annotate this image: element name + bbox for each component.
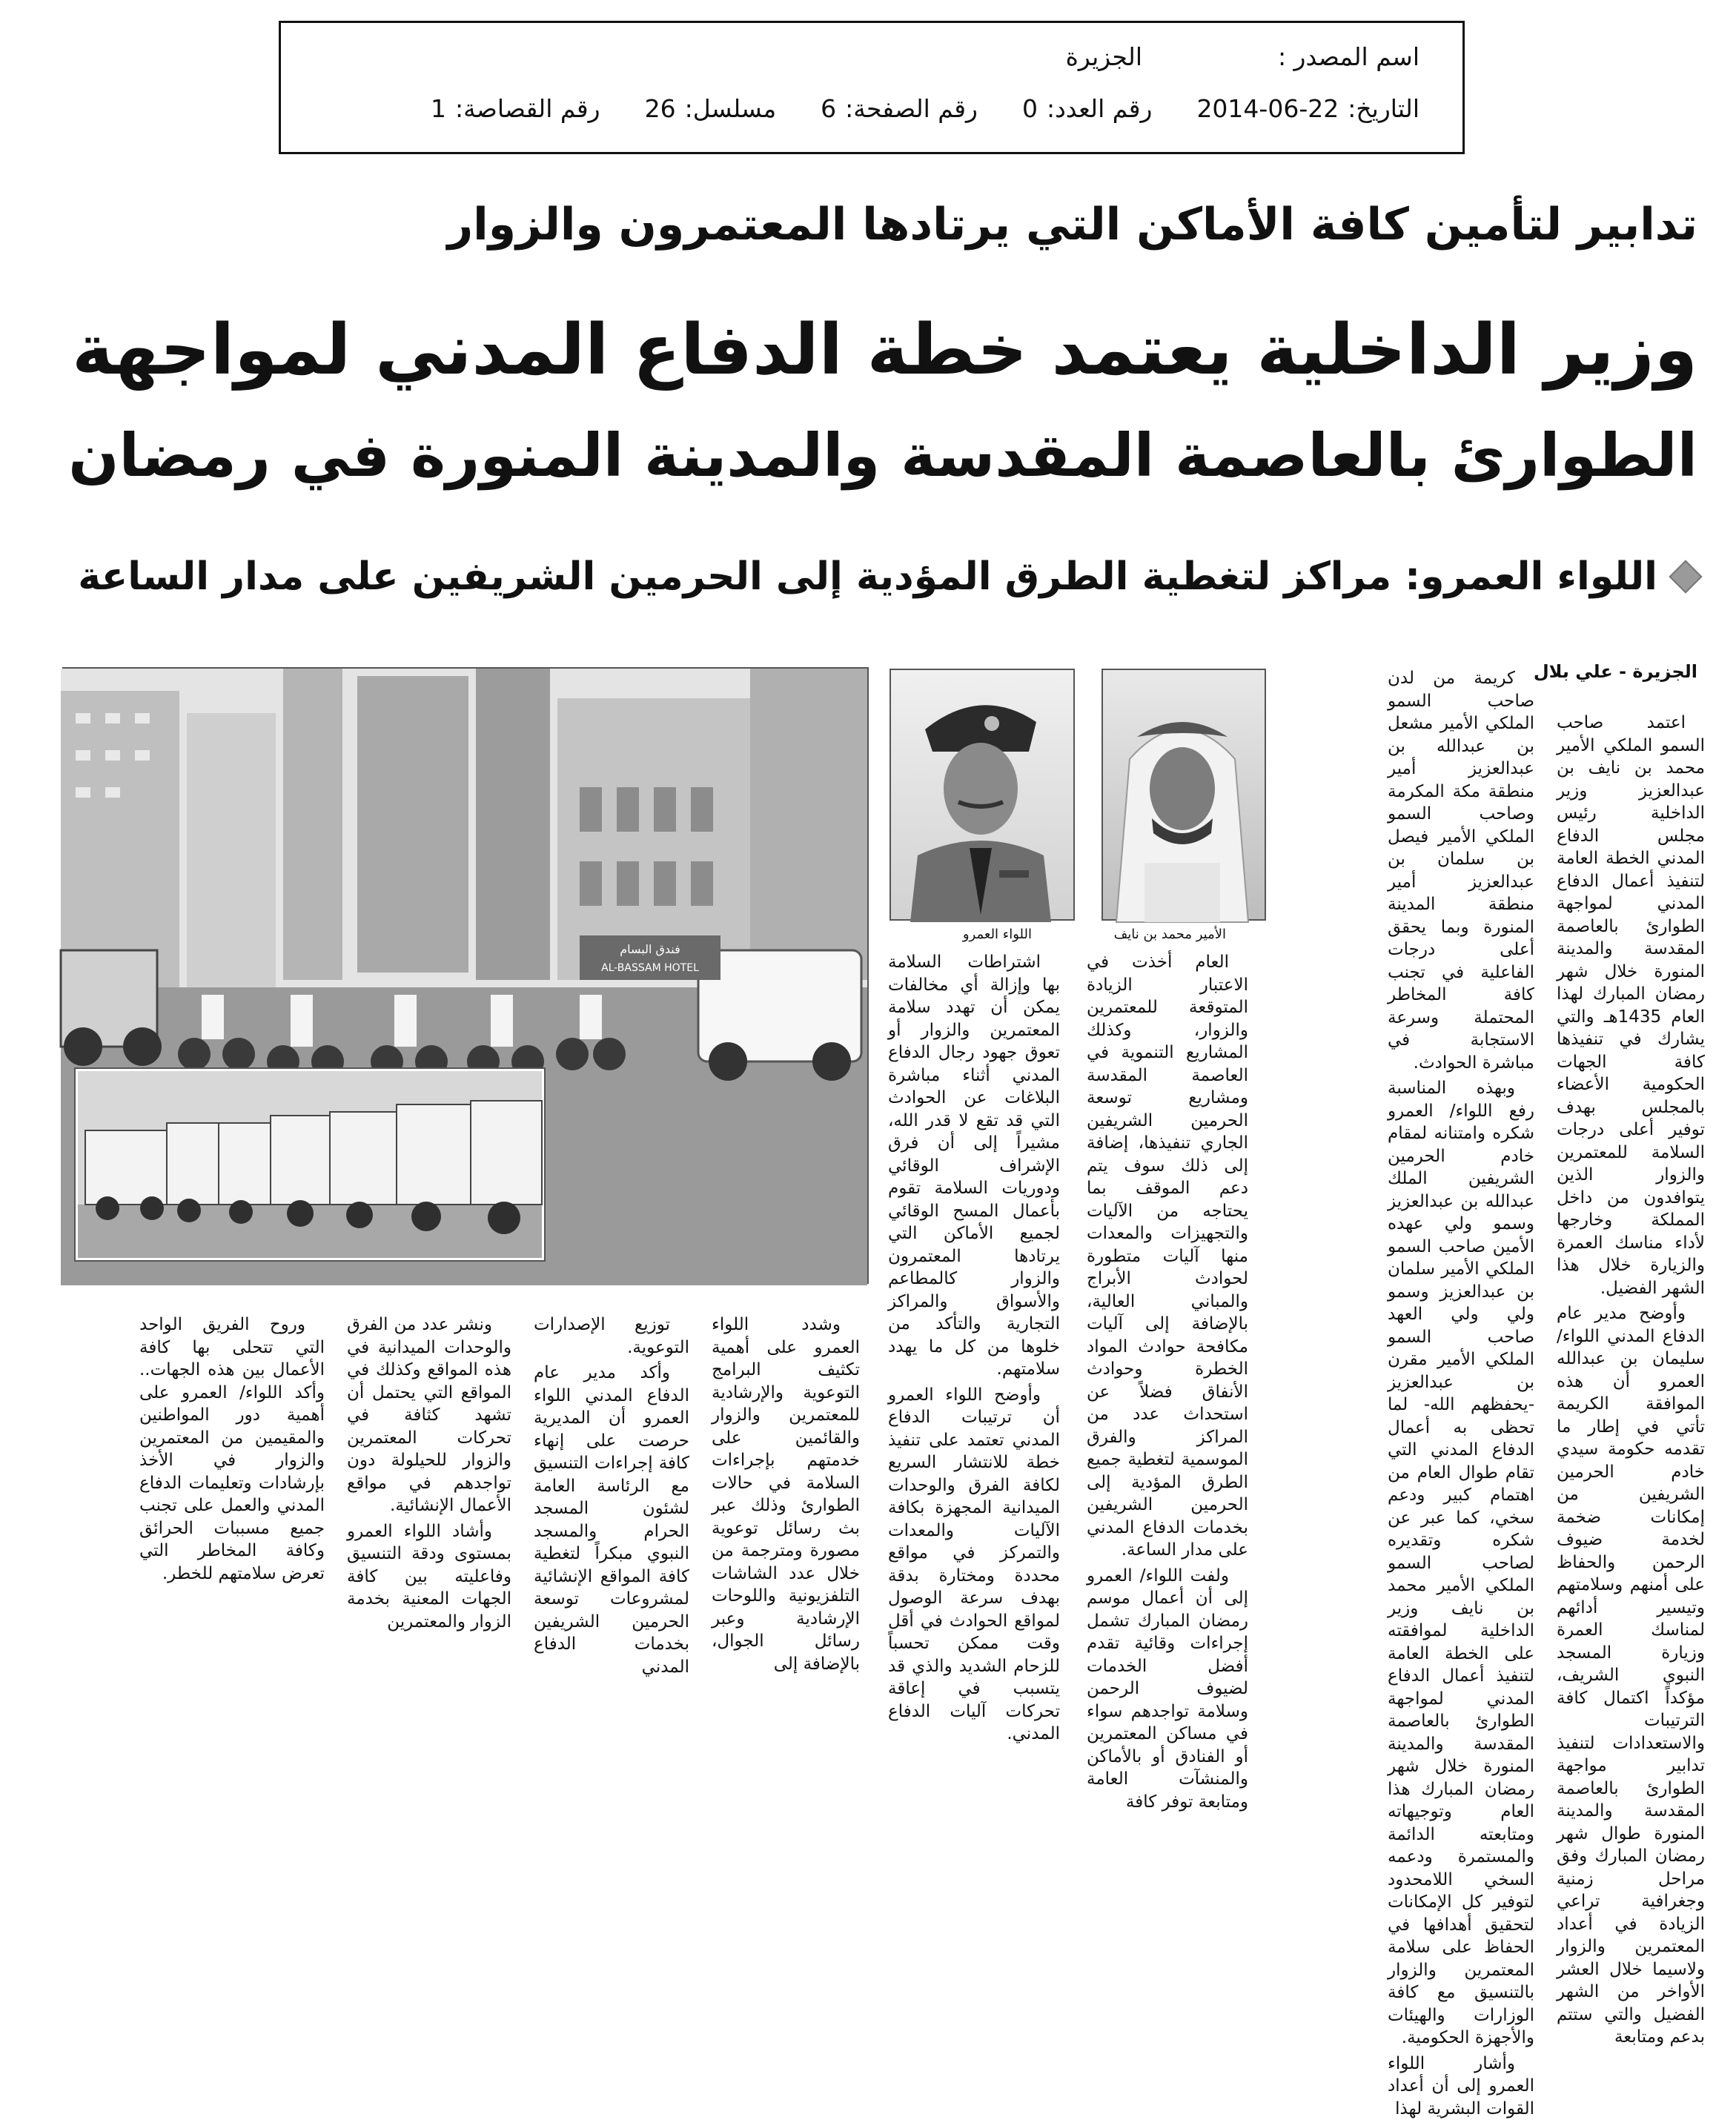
paragraph: كريمة من لدن صاحب السمو الملكي الأمير مشعل بن عبدالله بن عبدالعزيز أمير منطقة مكة المكرمة وصاحب السمو الملكي الأمير فيصل بن سلمان بن عبدالعزيز أمير منطقة المدينة المنورة وبما يحقق أعلى درجات الفاعلية في تجنب كافة المخاطر المحتملة وسرعة الاستجابة في مباشرة الحوادث. [1388,667,1534,1074]
clipping-meta-box [279,21,1465,154]
source-label: اسم المصدر : [1278,42,1419,71]
paragraph: وروح الفريق الواحد التي تتحلى بها كافة الأعمال بين هذه الجهات.. وأكد اللواء/ العمرو على أهمية دور المواطنين والمقيمين من المعتمرين والزوار في الأخذ بإرشادات وتعليمات الدفاع المدني والعمل على تجنب جميع مسببات الحرائق وكافة المخاطر التي تعرض سلامتهم للخطر. [139,1314,325,1585]
serial-value: 26 [645,94,676,123]
page-label: رقم الصفحة: [845,94,978,123]
text-column-7 [347,1314,511,1575]
issue-value: 0 [1022,94,1038,123]
caption-prince: الأمير محمد بن نايف [1114,927,1226,942]
byline: الجزيرة - علي بلال [1534,661,1697,682]
text-column-8 [139,1314,325,1575]
text-column-3 [1087,951,1248,1575]
serial-label: مسلسل: [685,94,777,123]
text-column-1 [1557,712,1705,1575]
paragraph: وشدد اللواء العمرو على أهمية تكثيف البرامج التوعوية والإرشادية للمعتمرين والزوار والقائمين على خدمتهم بإجراءات السلامة في حالات الطوارئ وذلك عبر بث رسائل توعوية مصورة ومترجمة من خلال عدد الشاشات التلفزيونية واللوحات الإرشادية وعبر رسائل الجوال، بالإضافة إلى [712,1314,860,1675]
clip-value: 1 [431,94,446,123]
text-column-2 [1388,667,1534,1575]
date-label: التاريخ: [1348,94,1419,123]
photo-general-al-amro [889,669,1075,921]
caption-general: اللواء العمرو [963,927,1032,942]
diamond-bullet-icon [1669,560,1702,593]
paragraph: توزيع الإصدارات التوعوية. [534,1314,689,1359]
paragraph: العام أخذت في الاعتبار الزيادة المتوقعة للمعتمرين والزوار، وكذلك المشاريع التنموية في العاصمة المقدسة ومشاريع توسعة الحرمين الشريفين الجاري تنفيذها، إضافة إلى ذلك سوف يتم دعم الموقف بما يحتاجه من الآليات والتجهيزات والمعدات منها آليات متطورة لحوادث الأبراج والمباني العالية، بالإضافة إلى آليات مكافحة حوادث المواد الخطرة وحوادث الأنفاق فضلاً عن استحداث عدد من المراكز والفرق الموسمية لتغطية جميع الطرق المؤدية إلى الحرمين الشريفين بخدمات الدفاع المدني على مدار الساعة. [1087,951,1248,1562]
paragraph: ونشر عدد من الفرق والوحدات الميدانية في هذه المواقع وكذلك في المواقع التي يحتمل أن تشهد كثافة في تحركات المعتمرين والزوار للحيلولة دون تواجدهم في مواقع الأعمال الإنشائية. [347,1314,511,1517]
paragraph: وبهذه المناسبة رفع اللواء/ العمرو شكره وامتنانه لمقام خادم الحرمين الشريفين الملك عبدالله بن عبدالعزيز وسمو ولي عهده الأمين صاحب السمو الملكي الأمير سلمان بن عبدالعزيز وسمو ولي ولي العهد صاحب السمو الملكي الأمير مقرن بن عبدالعزيز -يحفظهم الله- لما تحظى به أعمال الدفاع المدني التي تقام طوال العام من اهتمام كبير ودعم سخي، كما عبر عن شكره وتقديره لصاحب السمو الملكي الأمير محمد بن نايف وزير الداخلية لموافقته على الخطة العامة لتنفيذ أعمال الدفاع المدني لمواجهة الطوارئ بالعاصمة المقدسة والمدينة المنورة خلال شهر رمضان المبارك هذا العام وتوجيهاته ومتابعته الدائمة والمستمرة ودعمه السخي اللامحدود لتوفير كل الإمكانات لتحقيق أهدافها في الحفاظ على سلامة المعتمرين والزوار بالتنسيق مع كافة الوزارات والهيئات والأجهزة الحكومية. [1388,1077,1534,2050]
meta-details-row [431,94,1419,123]
portrait-icon [888,670,1073,922]
paragraph: وأشاد اللواء العمرو بمستوى ودقة التنسيق وفاعليته بين كافة الجهات المعنية بخدمة الزوار والمعتمرين [347,1520,511,1634]
issue-field [1022,94,1152,123]
source-value: الجزيرة [1066,42,1142,71]
date-value: 2014-06-22 [1196,94,1339,123]
paragraph: وأشار اللواء العمرو إلى أن أعداد القوات البشرية لهذا [1388,2053,1534,2120]
subheadline-text: اللواء العمرو: مراكز لتغطية الطرق المؤدية إلى الحرمين الشريفين على مدار الساعة [78,554,1657,599]
paragraph: اشتراطات السلامة بها وإزالة أي مخالفات يمكن أن تهدد سلامة المعتمرين والزوار أو تعوق جهود رجال الدفاع المدني أثناء مباشرة البلاغات عن الحوادث التي قد تقع لا قدر الله، مشيراً إلى أن فرق الإشراف الوقائي ودوريات السلامة تقوم بأعمال المسح الوقائي لجميع الأماكن التي يرتادها المعتمرون والزوار كالمطاعم والأسواق والمراكز التجارية والتأكد من خلوها من كل ما يهدد سلامتهم. [888,951,1060,1381]
issue-label: رقم العدد: [1047,94,1152,123]
photo-fire-trucks-inset [76,1069,544,1260]
article-kicker: تدابير لتأمين كافة الأماكن التي يرتادها المعتمرون والزوار [448,199,1697,251]
page-field [821,94,978,123]
paragraph: وأكد مدير عام الدفاع المدني اللواء العمرو أن المديرية حرصت على إنهاء كافة إجراءات التنسيق مع الرئاسة العامة لشئون المسجد الحرام والمسجد النبوي مبكراً لتغطية كافة المواقع الإنشائية لمشروعات توسعة الحرمين الشريفين بخدمات الدفاع المدني [534,1362,689,1678]
headline-line-2: الطوارئ بالعاصمة المقدسة والمدينة المنورة في رمضان [68,421,1697,490]
text-column-6 [534,1314,689,1575]
subheadline [78,554,1697,599]
portrait-icon [1100,670,1265,922]
text-column-5 [712,1314,860,1575]
hotel-sign-english: AL-BASSAM HOTEL [601,962,699,974]
photo-prince-mohammed-bin-nayef [1101,669,1266,921]
page-value: 6 [821,94,836,123]
hotel-sign-arabic: فندق البسام [620,942,680,956]
clip-field [431,94,600,123]
date-field [1196,94,1419,123]
paragraph: ولفت اللواء/ العمرو إلى أن أعمال موسم رمضان المبارك تشمل إجراءات وقائية تقدم أفضل الخدمات لضيوف الرحمن وسلامة تواجدهم سواء في مساكن المعتمرين أو الفنادق أو بالأماكن والمنشآت العامة ومتابعة توفر كافة [1087,1565,1248,1814]
headline-line-1: وزير الداخلية يعتمد خطة الدفاع المدني لمواجهة [72,310,1697,391]
paragraph: وأوضح اللواء العمرو أن ترتيبات الدفاع المدني تعتمد على تنفيذ خطة للانتشار السريع لكافة الفرق والوحدات الميدانية المجهزة بكافة الآليات والمعدات والتمركز في مواقع محددة ومختارة بدقة بهدف سرعة الوصول لمواقع الحوادث في أقل وقت ممكن تحسباً للزحام الشديد والذي قد يتسبب في إعاقة تحركات آليات الدفاع المدني. [888,1384,1060,1746]
serial-field [645,94,777,123]
fire-truck-fleet-icon [78,1071,542,1258]
paragraph: اعتمد صاحب السمو الملكي الأمير محمد بن نايف بن عبدالعزيز وزير الداخلية رئيس مجلس الدفاع المدني الخطة العامة لتنفيذ أعمال الدفاع المدني لمواجهة الطوارئ بالعاصمة المقدسة والمدينة المنورة خلال شهر رمضان المبارك لهذا العام 1435هـ والتي يشارك في تنفيذها كافة الجهات الحكومية الأعضاء بالمجلس بهدف توفير أعلى درجات السلامة للمعتمرين والزوار الذين يتوافدون من داخل المملكة وخارجها لأداء مناسك العمرة والزيارة خلال هذا الشهر الفضيل. [1557,712,1705,1299]
clip-label: رقم القصاصة: [455,94,600,123]
paragraph: وأوضح مدير عام الدفاع المدني اللواء/ سليمان بن عبدالله العمرو أن هذه الموافقة الكريمة تأتي في إطار ما تقدمه حكومة سيدي خادم الحرمين الشريفين من إمكانات ضخمة لخدمة ضيوف الرحمن والحفاظ على أمنهم وسلامتهم وتيسير أدائهم لمناسك العمرة وزيارة المسجد النبوي الشريف، مؤكداً اكتمال كافة الترتيبات والاستعدادات لتنفيذ تدابير مواجهة الطوارئ بالعاصمة المقدسة والمدينة المنورة طوال شهر رمضان المبارك وفق مراحل زمنية وجغرافية تراعي الزيادة في أعداد المعتمرين والزوار ولاسيما خلال العشر الأواخر من الشهر الفضيل والتي ستتم بدعم ومتابعة [1557,1302,1705,2049]
text-column-4 [888,951,1060,1575]
